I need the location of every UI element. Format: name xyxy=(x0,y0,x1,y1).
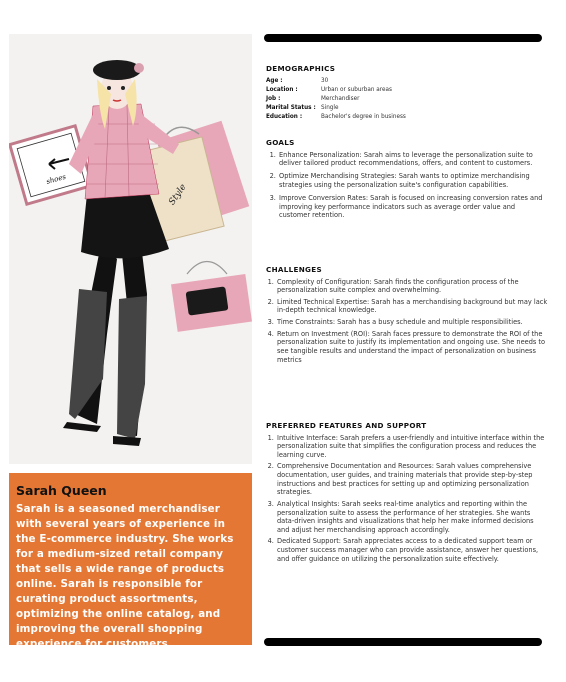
features-list xyxy=(266,434,548,564)
fashion-illustration xyxy=(9,34,252,464)
persona-name: Sarah Queen xyxy=(16,483,107,498)
demographic-row: Job : Merchandiser xyxy=(266,95,360,102)
list-item: 1. Intuitive Interface: Sarah prefers a user-friendly and intuitive interface within the personalization suite that simplifies the configuration process and reduces the learning curve. xyxy=(276,434,548,460)
svg-text:Style: Style xyxy=(167,182,189,208)
goals-list xyxy=(266,151,548,220)
challenges-list xyxy=(266,278,548,365)
boots-icon xyxy=(63,244,147,446)
beret-hat xyxy=(93,60,141,80)
demographic-row: Marital Status : Single xyxy=(266,104,339,111)
demographic-row: Age : 30 xyxy=(266,77,329,84)
list-item: 2. Optimize Merchandising Strategies: Sarah wants to optimize merchandising strategies using the personalization suite's configuration capabilities. xyxy=(278,172,548,189)
demographics-section xyxy=(266,65,548,122)
list-item: 4. Return on Investment (ROI): Sarah faces pressure to demonstrate the ROI of the personalization suite to justify its implementation and ongoing use. She needs to see tangible results and understand the impact of personalization on business metrics xyxy=(276,330,548,364)
list-item: 2. Comprehensive Documentation and Resources: Sarah values comprehensive documentation, user guides, and training materials that provide step-by-step instructions and best practices for setting up and optimizing personalization strategies. xyxy=(276,462,548,496)
features-section xyxy=(266,422,548,566)
handbag-icon xyxy=(171,262,252,332)
top-divider xyxy=(264,34,542,42)
svg-text:shoes: shoes xyxy=(45,172,67,186)
demographics-title: DEMOGRAPHICS xyxy=(266,64,336,73)
list-item: 1. Complexity of Configuration: Sarah finds the configuration process of the personalization suite complex and overwhelming. xyxy=(276,278,548,295)
list-item: 2. Limited Technical Expertise: Sarah has a merchandising background but may lack in-depth technical knowledge. xyxy=(276,298,548,315)
list-item: 4. Dedicated Support: Sarah appreciates access to a dedicated support team or customer success manager who can provide assistance, answer her questions, and offer guidance on utilizing the personalization suite effectively. xyxy=(276,537,548,563)
persona-bio: Sarah is a seasoned merchandiser with several years of experience in the E-commerce industry. She works for a medium-sized retail company that sells a wide range of products online. Sarah is responsible for curating product assortments, optimizing the online catalog, and improving the overall shopping experience for customers. xyxy=(16,503,234,650)
persona-bio-card xyxy=(9,473,252,650)
list-item: 3. Improve Conversion Rates: Sarah is focused on increasing conversion rates and improving key performance indicators such as average order value and customer retention. xyxy=(278,194,548,220)
demographic-row: Education : Bachelor's degree in business xyxy=(266,113,406,120)
plaid-jacket xyxy=(85,104,159,199)
features-title: PREFERRED FEATURES AND SUPPORT xyxy=(266,421,427,430)
bottom-divider xyxy=(264,638,542,646)
challenges-title: CHALLENGES xyxy=(266,265,322,274)
demographic-row: Location : Urban or suburban areas xyxy=(266,86,392,93)
list-item: 3. Analytical Insights: Sarah seeks real-time analytics and reporting within the personalization suite to assess the performance of her strategies. She wants data-driven insights and visualizations that help her make informed decisions and adjust her merchandising approach accordingly. xyxy=(276,500,548,534)
list-item: 3. Time Constraints: Sarah has a busy schedule and multiple responsibilities. xyxy=(276,318,548,327)
goals-title: GOALS xyxy=(266,138,295,147)
goals-section xyxy=(266,139,548,224)
persona-photo xyxy=(9,34,252,464)
list-item: 1. Enhance Personalization: Sarah aims to leverage the personalization suite to deliver tailored product recommendations, offers, and content to customers. xyxy=(278,151,548,168)
challenges-section xyxy=(266,266,548,367)
